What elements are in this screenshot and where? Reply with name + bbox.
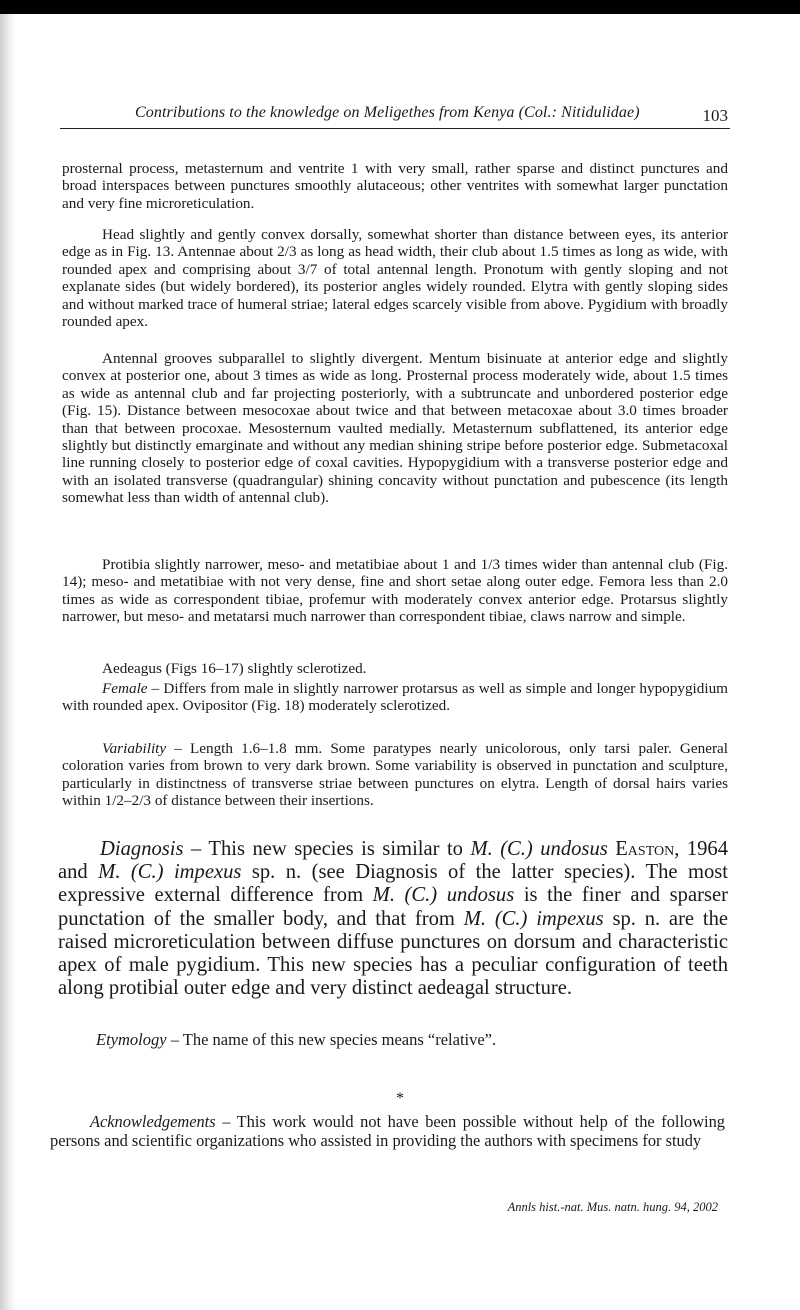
- diagnosis-run: – This new species is similar to: [183, 838, 471, 860]
- diagnosis-run: sp. n. are the raised microreticulation between diffuse punctures on dorsum and characteristic apex of male pygidium. This new species has a peculiar configuration of teeth along protibial outer edge and very distinct aedeagal structure.: [58, 907, 729, 1000]
- journal-footer: Annls hist.-nat. Mus. natn. hung. 94, 2002: [507, 1200, 718, 1214]
- paragraph-text: Aedeagus (Figs 16–17) slightly sclerotized.: [102, 660, 367, 677]
- diagnosis-paragraph: [58, 838, 728, 1000]
- species-name: M. (C.) impexus: [98, 861, 242, 884]
- female-paragraph: [62, 680, 728, 715]
- author-name: Easton: [615, 838, 675, 860]
- scan-top-border: [0, 0, 800, 14]
- diagnosis-run: is the finer and sparser punctation of the smaller body, and that from: [58, 884, 728, 930]
- paragraph-text: Protibia slightly narrower, meso- and metatibiae about 1 and 1/3 times wider than antennal club (Fig. 14); meso- and metatibiae with not very dense, fine and short setae along outer edge. Femora less than 2.0 times as wide as correspondent tibiae, profemur with moderately convex anterior edge. Protarsus slightly narrower, but meso- and metatarsi much narrower than correspondent tibiae, claws narrow and simple.: [62, 556, 728, 626]
- species-name: M. (C.) impexus: [463, 907, 604, 930]
- description-paragraph-1: [62, 160, 728, 212]
- etymology-paragraph: [58, 1030, 728, 1050]
- description-paragraph-3: [62, 350, 728, 507]
- description-paragraph-4: [62, 556, 728, 626]
- acknowledgements-text: [50, 1112, 725, 1150]
- acknowledgements-label: Acknowledgements: [90, 1112, 216, 1131]
- diagnosis-run: sp. n. (see Diagnosis of the latter species). The most expressive external difference from: [58, 861, 728, 907]
- female-label: Female: [102, 680, 148, 697]
- paragraph-text: Antennal grooves subparallel to slightly divergent. Mentum bisinuate at anterior edge and slightly convex at posterior one, about 3 times as wide as long. Prosternal process moderately wide, about 1.5 times as wide as antennal club and far projecting posteriorly, with a subtruncate and unbordered posterior edge (Fig. 15). Distance between mesocoxae about twice and that between metacoxae about 3.0 times broader than that between procoxae. Mesosternum vaulted medially. Metasternum subflattened, its anterior edge slightly but distinctly emarginate and without any median shining stripe before posterior edge. Submetacoxal line running closely to posterior edge of coxal cavities. Hypopygidium with a transverse posterior edge and with an isolated transverse (quadrangular) shining concavity without punctation and pubescence (its length somewhat less than width of antennal club).: [62, 350, 728, 507]
- variability-paragraph: [62, 740, 728, 810]
- diagnosis-label: Diagnosis: [100, 838, 184, 860]
- diagnosis-run: , 1964 and: [58, 838, 729, 884]
- paragraph-text: Head slightly and gently convex dorsally, somewhat shorter than distance between eyes, its anterior edge as in Fig. 13. Antennae about 2/3 as long as head width, their club about 1.5 times as long as wide, with rounded apex and comprising about 3/7 of total antennal length. Pronotum with gently sloping and not explanate sides (but widely bordered), its posterior angles widely rounded. Elytra with gently sloping sides and without marked trace of humeral striae; lateral edges scarcely visible from above. Pygidium with broadly rounded apex.: [62, 226, 728, 331]
- section-break-asterisk: *: [396, 1090, 404, 1107]
- acknowledgements-body: – This work would not have been possible without help of the following persons and scientific organizations who assisted in providing the authors with specimens for study: [50, 1112, 725, 1150]
- etymology-text: – The name of this new species means “relative”.: [166, 1030, 497, 1049]
- variability-body: – Length 1.6–1.8 mm. Some paratypes nearly unicolorous, only tarsi paler. General coloration varies from brown to very dark brown. Some variability is observed in punctation and sculpture, particularly in distinctness of transverse striae between punctures on elytra. Length of dorsal hairs varies within 1/2–2/3 of distance between their insertions.: [62, 740, 728, 810]
- running-header: [60, 100, 730, 129]
- aedeagus-paragraph: [62, 660, 728, 677]
- scan-binding-shadow: [0, 14, 16, 1310]
- female-body: – Differs from male in slightly narrower protarsus as well as simple and longer hypopygidium with rounded apex. Ovipositor (Fig. 18) moderately sclerotized.: [62, 680, 728, 715]
- diagnosis-text: [58, 838, 728, 1000]
- female-text: [62, 680, 728, 715]
- description-paragraph-2: [62, 226, 728, 330]
- running-title: Contributions to the knowledge on Meligethes from Kenya (Col.: Nitidulidae): [135, 104, 640, 121]
- paragraph-text: prosternal process, metasternum and ventrite 1 with very small, rather sparse and distinct punctures and broad interspaces between punctures smoothly alutaceous; other ventrites with somewhat larger punctation and very fine microreticulation.: [62, 160, 728, 212]
- variability-label: Variability: [102, 740, 167, 757]
- species-name: M. (C.) undosus: [372, 884, 515, 907]
- species-name: M. (C.) undosus: [470, 838, 608, 860]
- acknowledgements-paragraph: [50, 1112, 725, 1150]
- variability-text: [62, 740, 728, 810]
- page-number: 103: [702, 106, 728, 125]
- etymology-label: Etymology: [96, 1030, 167, 1049]
